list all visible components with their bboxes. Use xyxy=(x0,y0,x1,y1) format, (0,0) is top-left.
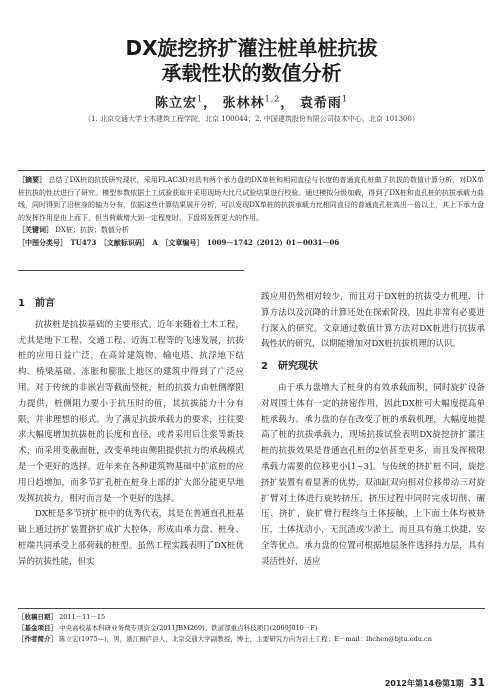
author-name: 陈立宏 xyxy=(154,96,197,111)
intro-paragraph-2: DX桩是多节挤扩桩中的优秀代表，其是在普通直孔桩基础上通过挤扩装置挤扩成扩大腔体，形成由承力盘、桩身、桩端共同承受上部荷载的桩型。虽然工程实践表明了DX桩优异的抗拔性能，但实 xyxy=(18,509,244,567)
section-heading-intro: 1 前言 xyxy=(18,298,55,309)
author-name: 袁希雨 xyxy=(299,96,342,111)
author-name: 张林林 xyxy=(222,96,265,111)
footnotes xyxy=(18,612,484,645)
right-column xyxy=(261,290,485,571)
classification-meta: ［中图分类号］ TU473 ［文献标识码］ A ［文章编号］ 1009－1742（2012）01－0031－06 xyxy=(18,237,340,247)
abstract-text: 总结了DX桩的抗拔研究现状，采用FLAC3D对具有两个承力盘的DX单桩和相同直径与长度的普通直孔桩做了抗拔的数值计算分析，对DX单桩抗拔的性状进行了研究。模型参数依据土工试验获取并采用现场大比尺试验结果进行校验。通过模拟分级加载，得到了DX桩和直孔桩的抗拔承载力曲线，同时得到了沿桩身的轴力分布，依据这些计算结果展开分析，可以发现DX单桩的抗拔承载力比相同直径的普通直孔桩高出一倍以上，其上下承力盘的发挥作用是由上而下，但当荷载增大到一定程度时，下盘将发挥更大的作用。 xyxy=(18,176,484,222)
divider-top xyxy=(18,170,485,171)
footnote-received: ［收稿日期］ 2011－11－15 xyxy=(18,613,106,621)
left-column xyxy=(18,290,244,571)
intro-paragraph: 抗拔桩是抗拔基础的主要形式。近年来随着土木工程，尤其是地下工程、交通工程、近海工程等的飞速发展，抗拔桩的应用日益广泛，在高耸建筑物、输电塔、抗浮地下结构、桥梁基础、冻胀和膨胀土地区的建筑中得到了广泛应用。对于传统的非嵌岩等截面竖桩，桩的抗拔力由桩侧摩阻力提供，桩侧阻力要小于抗压时的值，其抗拔能力十分有限，并非理想的形式。为了满足抗拔承载力的要求，往往要求大幅度增加抗拔桩的长度和直径，或者采用后注浆等新技术，而采用变截面桩，改变单纯由侧阻提供抗力的承载模式是一个更好的选择。近年来在各种建筑物基础中扩底桩的应用日趋增加，而多节扩孔桩在桩身上部的扩大部分能更早地发挥抗拔力，相对而言是一个更好的选择。 xyxy=(18,319,244,504)
affiliation: （1. 北京交通大学土木建筑工程学院，北京 100044；2. 中国建筑股份有限公司技术中心，北京 101300） xyxy=(84,115,419,123)
divider-abstract-bottom xyxy=(18,270,244,271)
author-sup: 1,2 xyxy=(264,94,281,104)
author-sup: 1 xyxy=(197,94,204,104)
author-sup: 1 xyxy=(341,94,349,104)
issue-info: 2012年第14卷第1期 xyxy=(384,679,464,688)
abstract-block xyxy=(18,174,484,249)
keywords-text: DX桩；抗拔；数值分析 xyxy=(55,226,129,234)
right-continued-paragraph: 践应用仍然相对较少，而且对于DX桩的抗拔受力机理、计算方法以及沉降的计算还处在探索阶段，因此非常有必要进行深入的研究。文章通过数值计算方法对DX桩进行抗拔承载性状的研究，以期能增加对DX桩抗拔机理的认识。 xyxy=(261,292,485,350)
authors: 陈立宏$^1$， 张林林$^{1,2}$， 袁希雨$^1$ xyxy=(154,94,349,111)
page-number: 31 xyxy=(469,676,485,689)
footnote-author: ［作者简介］ 陈立宏(1975—)，男，浙江桐庐县人，北京交通大学副教授，博士，主要研究方向为岩土工程；E－mail：lhchen@bjtu.edu.cn xyxy=(18,635,432,643)
status-paragraph: 由于承力盘增大了桩身的有效承载面积，同时旋扩设备对周围土体有一定的挤密作用，因此DX桩可大幅度提高单桩承载力。承力盘的存在改变了桩的承载机理，大幅度地提高了桩的抗拔承载力，现场抗拔试验表明DX旋挖挤扩灌注桩的抗拔效果是普通直孔桩的2倍甚至更多，而且发挥极限承载力需要的位移更小[1~3]。与传统的挤扩桩不同，旋挖挤扩装置有着显著的优势，双油缸双向相对位移带动三对旋扩臂对土体进行旋转挤压，挤压过程中同时完成切削、碾压、挤扩，旋扩臂行程终与土体接触，上下面土体均被挤压，土体扰动小，无沉渣或少淤土。而且具有施工快捷、安全等优点。承力盘的位置可根据地层条件选择持力层，具有灵活性好，适应 xyxy=(261,382,485,567)
section-heading-status: 2 研究现状 xyxy=(261,361,318,373)
page-footer xyxy=(385,676,485,689)
title-line-2: 承载性状的数值分析 xyxy=(161,61,342,85)
title-line-1: DX旋挖挤扩灌注桩单桩抗拔 xyxy=(125,36,378,60)
footnote-fund: ［基金项目］ 中央高校基本科研业务费专项资金(2011JBM269)；铁道部重点科技项目(2009J010－F) xyxy=(18,624,318,632)
keywords-label: ［关键词］ xyxy=(18,225,53,234)
divider-footnotes xyxy=(18,608,485,609)
abstract-label: ［摘要］ xyxy=(18,175,47,184)
